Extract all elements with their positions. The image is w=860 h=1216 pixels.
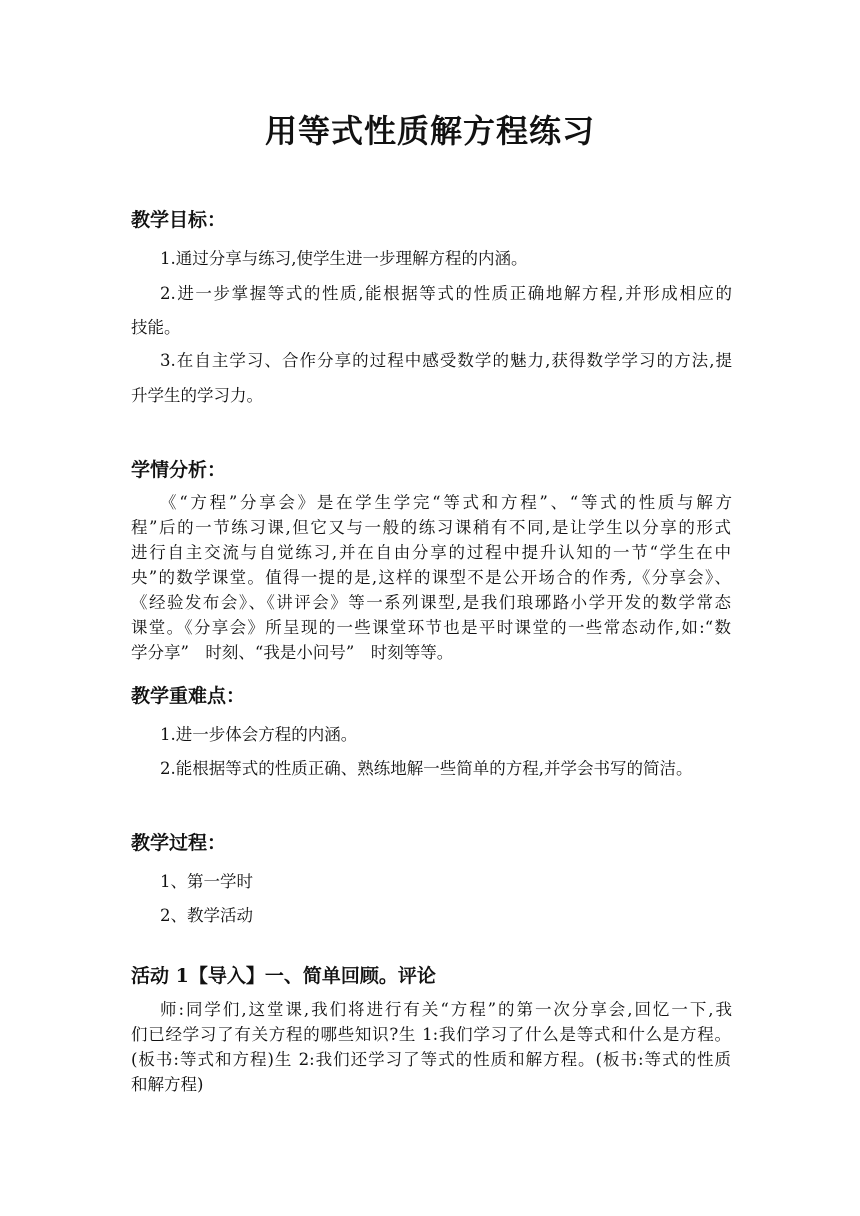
analysis-heading: 学情分析：: [131, 459, 227, 481]
activity-heading: 活动 1【导入】一、简单回顾。评论: [131, 965, 436, 987]
difficulty-item-1: 1.进一步体会方程的内涵。: [160, 725, 358, 744]
process-item-2: 2、教学活动: [160, 906, 253, 925]
analysis-line: 《经验发布会》、《讲评会》等一系列课型,是我们琅琊路小学开发的数学常态: [131, 593, 731, 612]
activity-line: 们已经学习了有关方程的哪些知识?生 1:我们学习了什么是等式和什么是方程。: [131, 1025, 731, 1044]
activity-line: 师:同学们,这堂课,我们将进行有关“方程”的第一次分享会,回忆一下,我: [160, 1000, 732, 1019]
difficulty-heading: 教学重难点：: [131, 685, 246, 707]
document-title: 用等式性质解方程练习: [264, 112, 595, 150]
analysis-line: 央”的数学课堂。值得一提的是,这样的课型不是公开场合的作秀,《分享会》、: [131, 568, 731, 587]
goals-heading: 教学目标：: [131, 209, 227, 231]
analysis-line: 程”后的一节练习课,但它又与一般的练习课稍有不同,是让学生以分享的形式: [131, 518, 731, 537]
analysis-line: 学分享” 时刻、“我是小问号” 时刻等等。: [131, 643, 454, 662]
activity-line: (板书:等式和方程)生 2:我们还学习了等式的性质和解方程。(板书:等式的性质: [131, 1050, 731, 1069]
goal-item-3-line-2: 升学生的学习力。: [131, 386, 263, 405]
analysis-line: 《“方程”分享会》是在学生学完“等式和方程”、“等式的性质与解方: [160, 493, 732, 512]
analysis-line: 进行自主交流与自觉练习,并在自由分享的过程中提升认知的一节“学生在中: [131, 543, 731, 562]
analysis-line: 课堂。《分享会》所呈现的一些课堂环节也是平时课堂的一些常态动作,如:“数: [131, 618, 731, 637]
activity-line: 和解方程): [131, 1075, 204, 1094]
goal-item-3-line-1: 3.在自主学习、合作分享的过程中感受数学的魅力,获得数学学习的方法,提: [160, 351, 732, 370]
process-heading: 教学过程：: [131, 832, 227, 854]
process-item-1: 1、第一学时: [160, 872, 253, 891]
goal-item-1: 1.通过分享与练习,使学生进一步理解方程的内涵。: [160, 249, 528, 268]
difficulty-item-2: 2.能根据等式的性质正确、熟练地解一些简单的方程,并学会书写的简洁。: [160, 759, 693, 778]
goal-item-2-line-2: 技能。: [131, 318, 181, 337]
goal-item-2-line-1: 2.进一步掌握等式的性质,能根据等式的性质正确地解方程,并形成相应的: [160, 284, 732, 303]
